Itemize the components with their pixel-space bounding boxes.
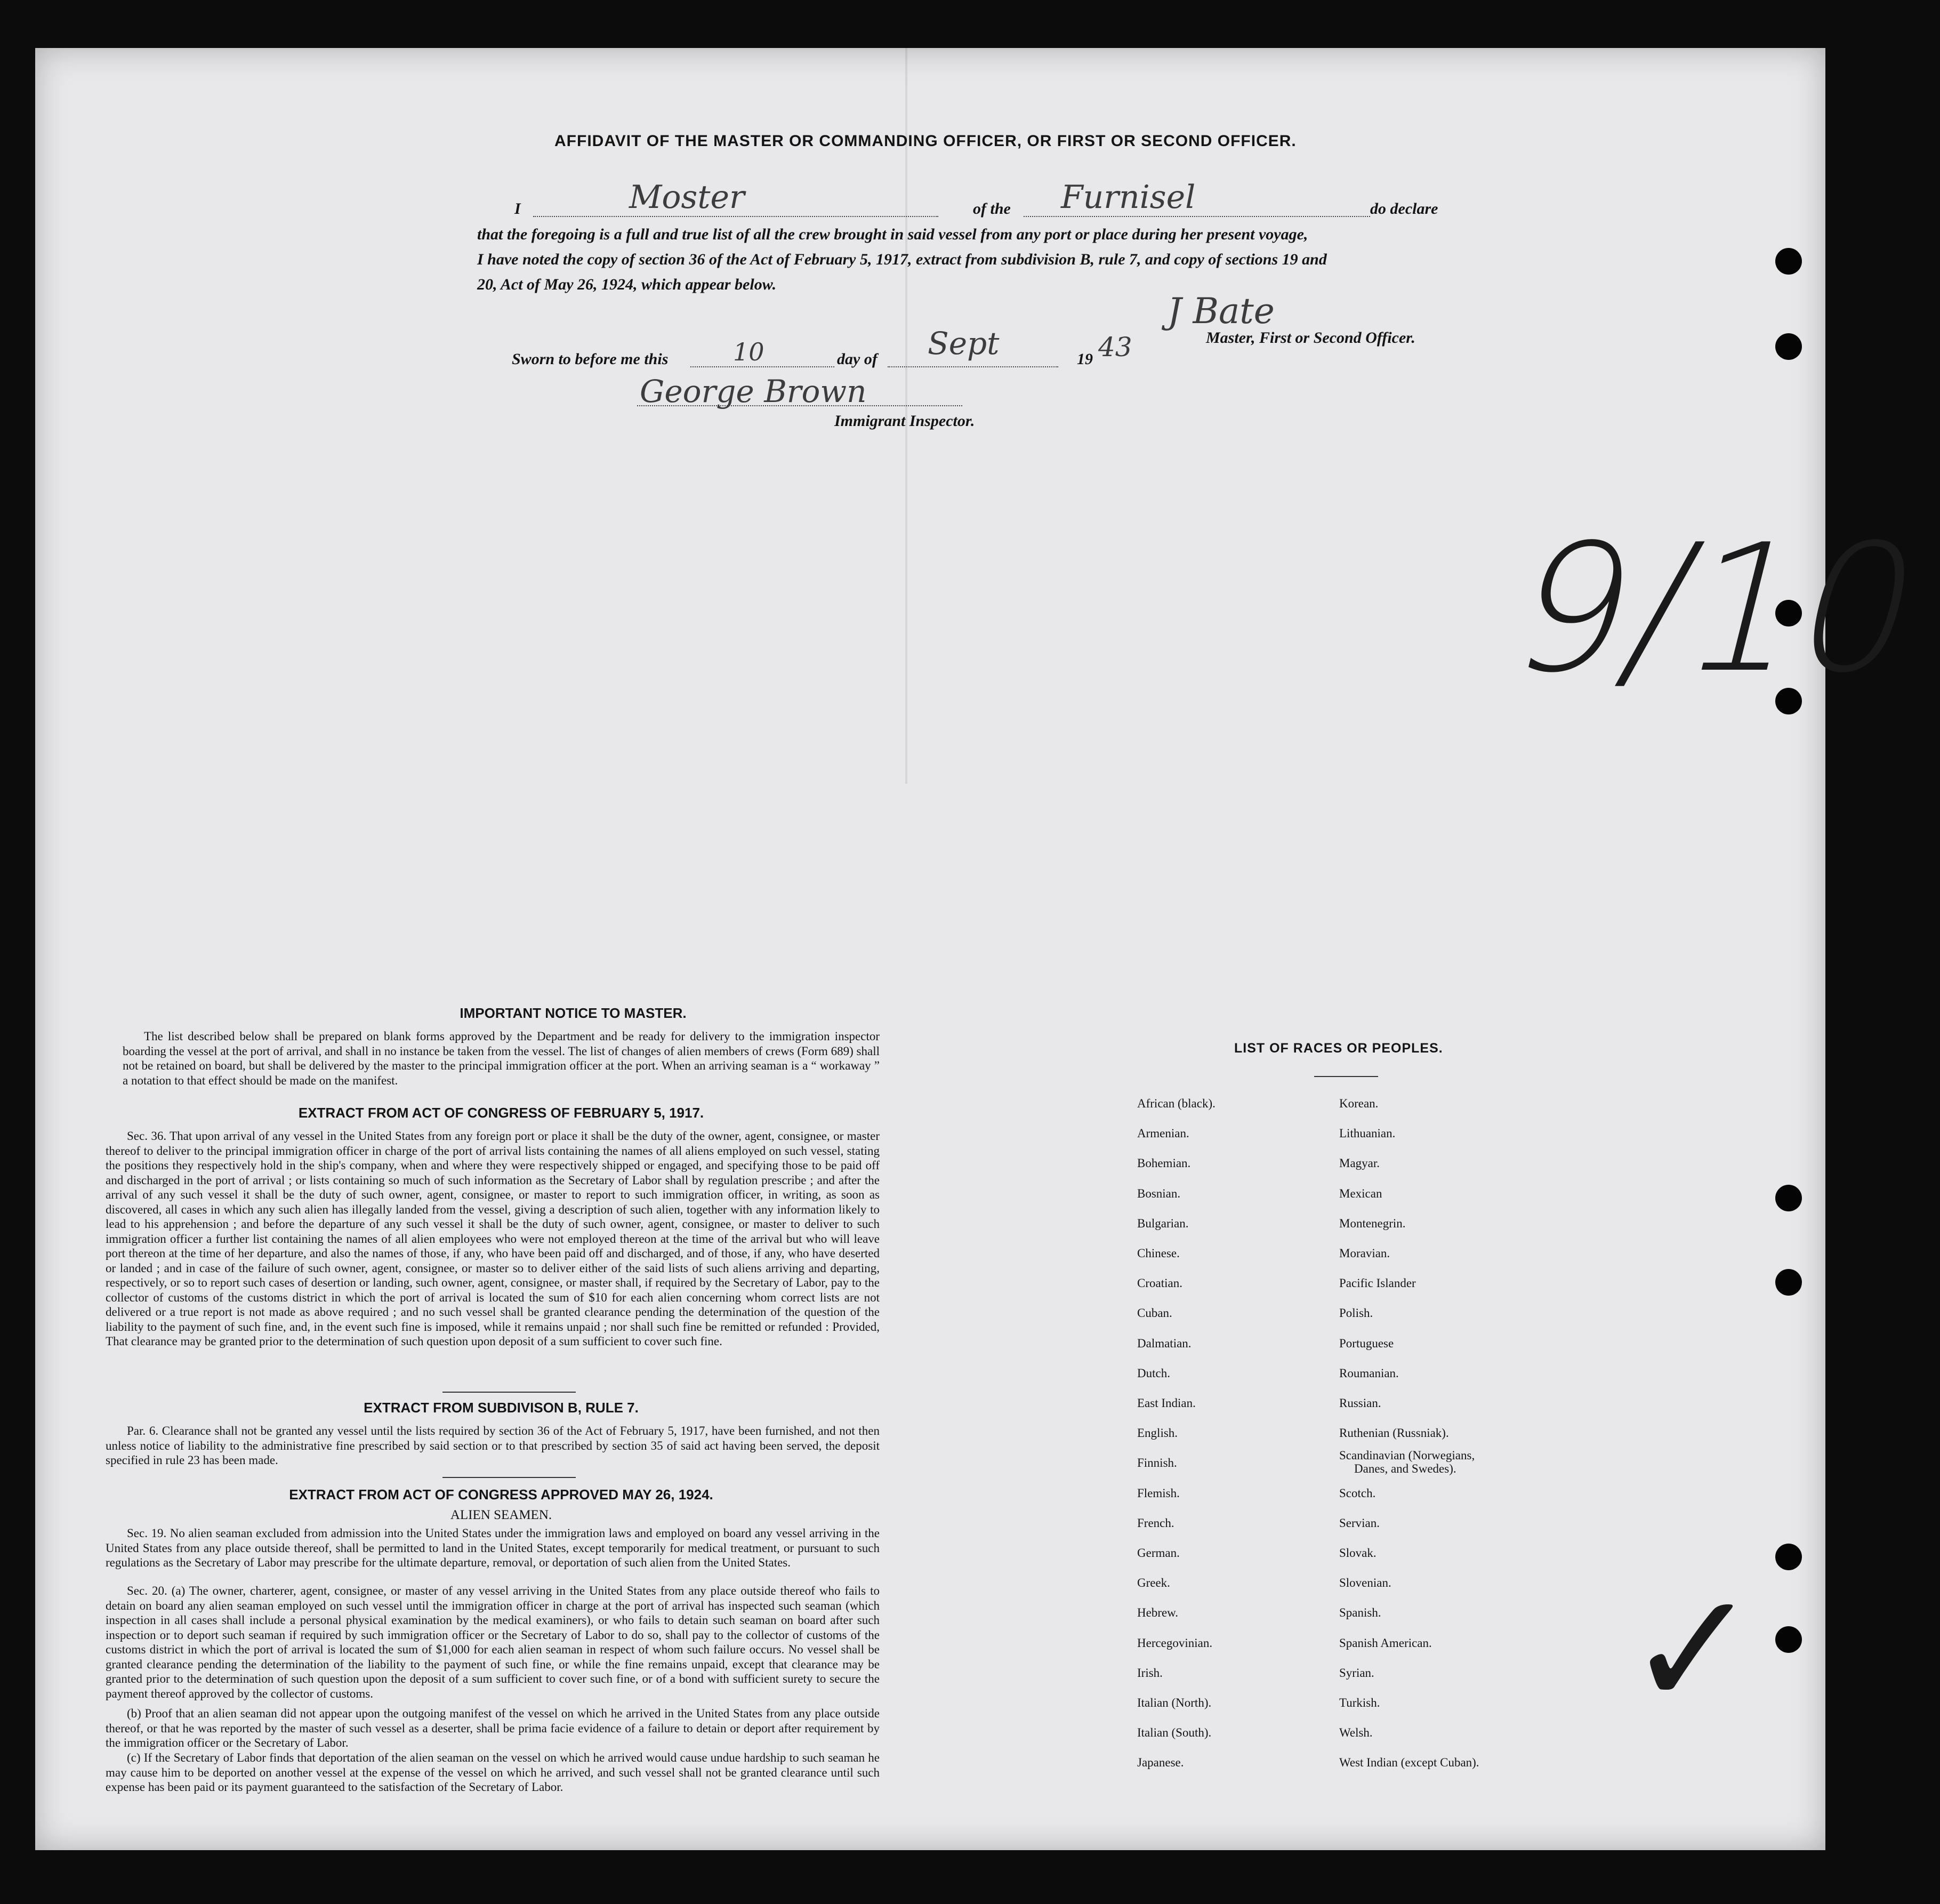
- sworn-day-of: day of: [837, 350, 878, 368]
- race-item: Syrian.: [1339, 1666, 1374, 1680]
- race-item: African (black).: [1137, 1097, 1215, 1110]
- handwritten-inspector: George Brown: [640, 373, 867, 409]
- race-item: Slovenian.: [1339, 1576, 1391, 1590]
- race-item: Japanese.: [1137, 1756, 1184, 1770]
- race-item: West Indian (except Cuban).: [1339, 1756, 1479, 1770]
- race-item-continuation: Danes, and Swedes).: [1354, 1462, 1456, 1475]
- divider: [442, 1477, 576, 1478]
- handwritten-month: Sept: [928, 325, 1000, 361]
- month-blank: [888, 366, 1058, 367]
- sec20c-text: (c) If the Secretary of Labor finds that deportation of the alien seaman on the vessel on which he arrived would cause undue hardship to such seaman he may cause him to be deported on another vessel at the expense of the vessel on which he arrived, and such vessel shall not be granted clearance until such expense has been paid or its payment guaranteed to the satisfaction of the Secretary of Labor.: [106, 1751, 880, 1794]
- race-item: Dutch.: [1137, 1366, 1170, 1380]
- alien-seamen-subheading: ALIEN SEAMEN.: [450, 1508, 552, 1522]
- race-item: Hercegovinian.: [1137, 1636, 1213, 1650]
- race-item: French.: [1137, 1516, 1174, 1530]
- extract-1924-heading: EXTRACT FROM ACT OF CONGRESS APPROVED MAY 26, 1924.: [289, 1487, 713, 1503]
- handwritten-day: 10: [733, 338, 764, 366]
- handwritten-name: Moster: [629, 179, 745, 216]
- sec20a-text: Sec. 20. (a) The owner, charterer, agent, consignee, or master of any vessel arriving in the United States from any place outside thereof who fails to detain on board any alien seaman employed on such vessel until the immigration officer in charge at the port of arrival has inspected such seaman (which inspection in all cases shall include a personal physical examination by the medical examiners), or who fails to detain such seaman on board after such inspection or to deport such seaman if required by such immigration officer or the Secretary of Labor to do so, shall pay to the collector of customs of the customs district in which the port of arrival is located the sum of $1,000 for each alien seaman in respect of whom such failure occurs. No vessel shall be granted clearance pending the determination of the liability to the payment of such fine, or while the fine remains unpaid, except that clearance may be granted prior to the determination of such question upon the deposit of a sum sufficient to cover such fine, or of a bond with sufficient surety to secure the payment thereof approved by the collector of customs.: [106, 1584, 880, 1700]
- sec20b-text: (b) Proof that an alien seaman did not appear upon the outgoing manifest of the vessel on which he arrived in the United States from any place outside thereof, or that he was reported by the master of such vessel as a deserter, shall be prima facie evidence of a failure to detain or deport after requirement by the immigration officer or the Secretary of Labor.: [106, 1707, 880, 1749]
- race-item: Italian (South).: [1137, 1726, 1212, 1740]
- affidavit-line2: that the foregoing is a full and true list of all the crew brought in said vessel from any port or place during her present voyage,: [477, 226, 1308, 243]
- affidavit-line4: 20, Act of May 26, 1924, which appear below.: [477, 276, 777, 293]
- punch-hole: [1775, 248, 1802, 275]
- vessel-blank: [1024, 216, 1370, 217]
- race-item: Bosnian.: [1137, 1186, 1181, 1200]
- race-item: Spanish.: [1339, 1606, 1381, 1620]
- handwritten-vessel: Furnisel: [1061, 179, 1196, 216]
- affidavit-line3: I have noted the copy of section 36 of the Act of February 5, 1917, extract from subdivision B, rule 7, and copy of sections 19 and: [477, 251, 1327, 268]
- race-item: English.: [1137, 1426, 1178, 1440]
- race-item: Bohemian.: [1137, 1156, 1191, 1170]
- race-item: Welsh.: [1339, 1726, 1373, 1740]
- race-item: Servian.: [1339, 1516, 1380, 1530]
- extract-1917-text: Sec. 36. That upon arrival of any vessel in the United States from any foreign port or place it shall be the duty of the owner, agent, consignee, or master thereof to deliver to the principal immigration officer in charge of the port of arrival lists containing the names of all aliens employed on such vessel, stating the positions they respectively hold in the ship's company, when and where they were respectively shipped or engaged, and specifying those to be paid off and discharged in the port of arrival ; or lists containing so much of such information as the Secretary of Labor shall by regulation prescribe ; and after the arrival of any such vessel it shall be the duty of such owner, agent, consignee, or master to report to such immigration officer, in writing, as soon as discovered, all cases in which any such alien has illegally landed from the vessel, giving a description of such alien, together with any information likely to lead to his apprehension ; and before the departure of any such vessel it shall be the duty of such owner, agent, consignee, or master to deliver to such immigration officer a further list containing the names of all alien employees who were not employed thereon at the time of the arrival but who will leave port thereon at the time of her departure, and also the names of those, if any, who have been paid off and discharged, and of those, if any, who have deserted or landed ; and in case of the failure of such owner, agent, consignee, or master so to deliver either of the said lists of such aliens arriving and departing, respectively, or so to report such cases of desertion or landing, such owner, agent, consignee, or master shall, if required by the Secretary of Labor, pay to the collector of customs of the customs district in which the port of arrival is located the sum of $10 for each alien concerning whom correct lists are not delivered or a true report is not made as above required ; and no such vessel shall be granted clearance pending the determination of the question of the liability to the payment of such fine, and, in the event such fine is imposed, while it remains unpaid ; nor shall such fine be remitted or refunded : Provided, That clearance may be granted prior to the determination of such question upon deposit of a sum sufficient to cover such fine.: [106, 1129, 880, 1348]
- punch-hole: [1775, 333, 1802, 360]
- race-item: Scotch.: [1339, 1486, 1376, 1500]
- race-item: Magyar.: [1339, 1156, 1380, 1170]
- race-item: Portuguese: [1339, 1336, 1394, 1350]
- sworn-year-prefix: 19: [1077, 350, 1093, 368]
- race-item: Finnish.: [1137, 1456, 1177, 1470]
- affidavit-do-declare: do declare: [1370, 200, 1438, 218]
- race-item: Spanish American.: [1339, 1636, 1432, 1650]
- race-item: Flemish.: [1137, 1486, 1180, 1500]
- race-item: Dalmatian.: [1137, 1336, 1192, 1350]
- punch-hole: [1775, 1626, 1802, 1653]
- handwritten-date-mark: 9/10: [1494, 507, 1940, 711]
- race-item: German.: [1137, 1546, 1180, 1560]
- race-item: Armenian.: [1137, 1127, 1189, 1140]
- race-item: Pacific Islander: [1339, 1276, 1416, 1290]
- sec19-text: Sec. 19. No alien seaman excluded from admission into the United States under the immigration laws and employed on board any vessel arriving in the United States from any place outside thereof, shall be permitted to land in the United States, except temporarily for medical treatment, or pursuant to such regulations as the Secretary of Labor may prescribe for the ultimate departure, removal, or deportation of such alien from the United States.: [106, 1527, 880, 1569]
- notice-heading: IMPORTANT NOTICE TO MASTER.: [460, 1005, 687, 1021]
- race-item: Montenegrin.: [1339, 1216, 1406, 1230]
- signer-title: Master, First or Second Officer.: [1206, 329, 1415, 347]
- divider: [442, 1392, 576, 1393]
- race-item: Mexican: [1339, 1186, 1382, 1200]
- punch-hole: [1775, 1544, 1802, 1570]
- affidavit-i: I: [514, 200, 521, 218]
- divider: [1314, 1076, 1378, 1077]
- handwritten-signature: J Bate: [1168, 291, 1275, 332]
- day-blank: [690, 366, 834, 367]
- punch-hole: [1775, 1269, 1802, 1296]
- inspector-title: Immigrant Inspector.: [834, 412, 975, 430]
- document-sheet: [35, 48, 1825, 1850]
- race-item: Croatian.: [1137, 1276, 1182, 1290]
- race-item: Bulgarian.: [1137, 1216, 1189, 1230]
- race-item: Italian (North).: [1137, 1696, 1212, 1709]
- race-item: Scandinavian (Norwegians,: [1339, 1449, 1475, 1463]
- notice-text: The list described below shall be prepared on blank forms approved by the Department and be ready for delivery to the immigration inspector boarding the vessel at the port of arrival, and shall in no instance be taken from the vessel. The list of changes of alien members of crews (Form 689) shall not be retained on board, but shall be delivered by the master to the principal immigration officer at the port. When an arriving seaman is a “ workaway ” a notation to that effect should be made on the manifest.: [123, 1030, 880, 1087]
- name-blank: [533, 216, 938, 217]
- affidavit-of-the: of the: [973, 200, 1011, 218]
- race-item: Moravian.: [1339, 1247, 1390, 1260]
- race-item: Greek.: [1137, 1576, 1170, 1590]
- races-heading: LIST OF RACES OR PEOPLES.: [1234, 1041, 1443, 1056]
- race-item: Slovak.: [1339, 1546, 1376, 1560]
- race-item: Cuban.: [1137, 1306, 1172, 1320]
- race-item: East Indian.: [1137, 1396, 1196, 1410]
- race-item: Lithuanian.: [1339, 1127, 1396, 1140]
- race-item: Hebrew.: [1137, 1606, 1179, 1620]
- check-mark-icon: ✓: [1626, 1557, 1760, 1743]
- race-item: Korean.: [1339, 1097, 1379, 1110]
- race-item: Polish.: [1339, 1306, 1373, 1320]
- affidavit-title: AFFIDAVIT OF THE MASTER OR COMMANDING OFFICER, OR FIRST OR SECOND OFFICER.: [554, 132, 1297, 150]
- rule7-heading: EXTRACT FROM SUBDIVISON B, RULE 7.: [364, 1400, 639, 1416]
- punch-hole: [1775, 1185, 1802, 1211]
- race-item: Chinese.: [1137, 1247, 1180, 1260]
- sworn-prefix: Sworn to before me this: [512, 350, 669, 368]
- race-item: Russian.: [1339, 1396, 1381, 1410]
- race-item: Roumanian.: [1339, 1366, 1399, 1380]
- race-item: Ruthenian (Russniak).: [1339, 1426, 1449, 1440]
- rule7-text: Par. 6. Clearance shall not be granted any vessel until the lists required by section 36 of the Act of February 5, 1917, have been furnished, and not then unless notice of liability to the administrative fine prescribed by said section or to that prescribed by section 35 of said act having been served, the deposit specified in rule 23 has been made.: [106, 1424, 880, 1467]
- race-item: Turkish.: [1339, 1696, 1380, 1709]
- race-item: Irish.: [1137, 1666, 1163, 1680]
- extract-1917-heading: EXTRACT FROM ACT OF CONGRESS OF FEBRUARY 5, 1917.: [298, 1105, 704, 1121]
- handwritten-year: 43: [1098, 332, 1132, 363]
